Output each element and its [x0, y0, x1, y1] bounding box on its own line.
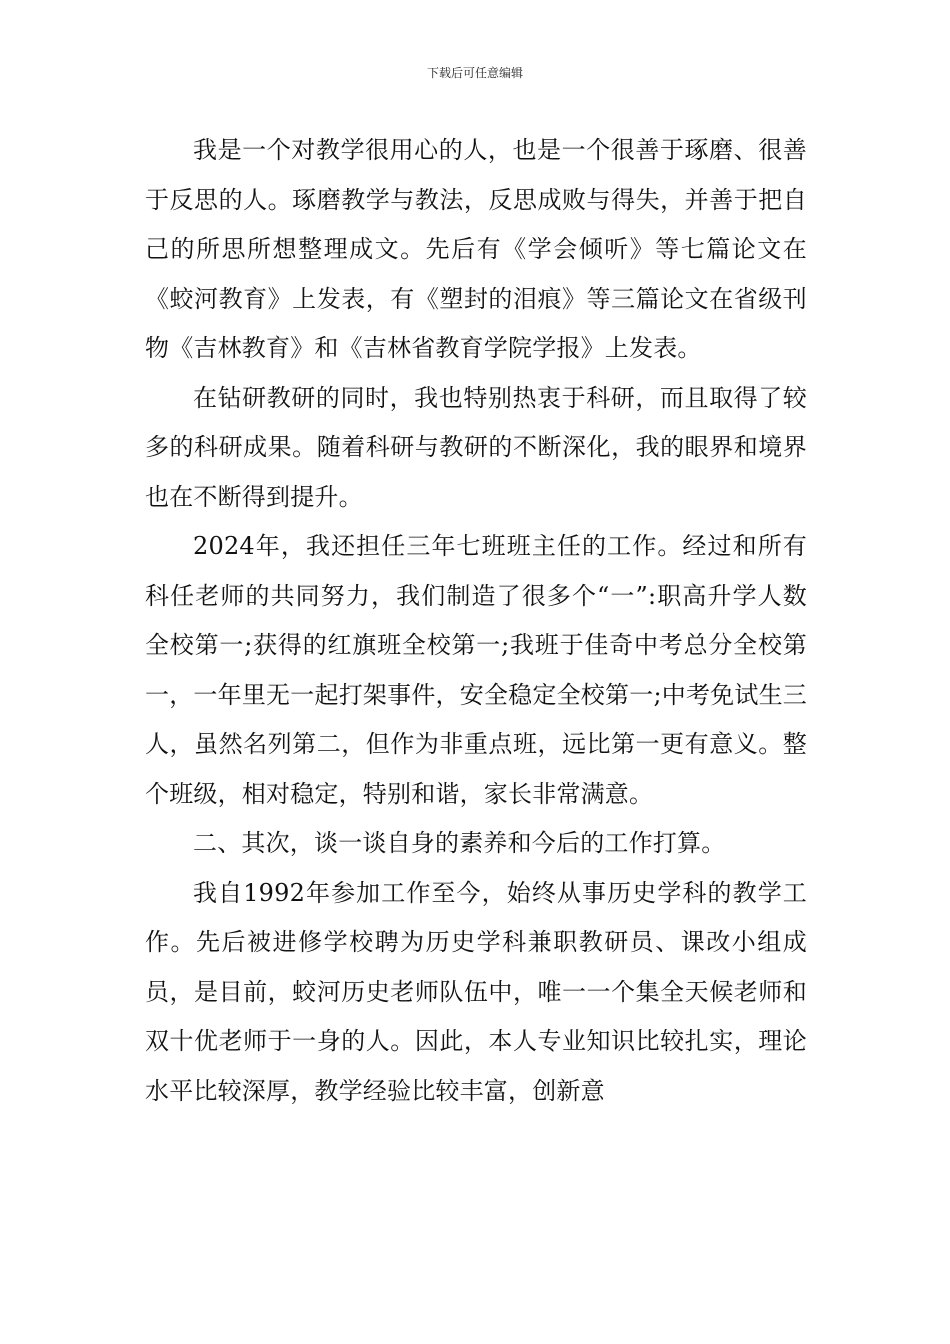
paragraph-research: 在钻研教研的同时，我也特别热衷于科研，而且取得了较多的科研成果。随着科研与教研的不断深化，我的眼界和境界也在不断得到提升。 — [145, 383, 807, 511]
paragraph-publications: 我是一个对教学很用心的人，也是一个很善于琢磨、很善于反思的人。琢磨教学与教法，反思成败与得失，并善于把自己的所思所想整理成文。先后有《学会倾听》等七篇论文在《蛟河教育》上发表，有《塑封的泪痕》等三篇论文在省级刊物《吉林教育》和《吉林省教育学院学报》上发表。 — [145, 136, 807, 362]
page-header: 下载后可任意编辑 — [426, 66, 523, 80]
paragraph-section-heading: 二、其次，谈一谈自身的素养和今后的工作打算。 — [193, 829, 726, 857]
document-body — [145, 126, 807, 1116]
paragraph-career: 我自1992年参加工作至今，始终从事历史学科的教学工作。先后被进修学校聘为历史学科兼职教研员、课改小组成员，是目前，蛟河历史老师队伍中，唯一一个集全天候老师和双十优老师于一身的人。因此，本人专业知识比较扎实，理论水平比较深厚，教学经验比较丰富，创新意 — [145, 878, 807, 1105]
paragraph-class-teacher: 2024年，我还担任三年七班班主任的工作。经过和所有科任老师的共同努力，我们制造了很多个“一”:职高升学人数全校第一;获得的红旗班全校第一;我班于佳奇中考总分全校第一，一年里无一起打架事件，安全稳定全校第一;中考免试生三人，虽然名列第二，但作为非重点班，远比第一更有意义。整个班级，相对稳定，特别和谐，家长非常满意。 — [145, 532, 807, 808]
